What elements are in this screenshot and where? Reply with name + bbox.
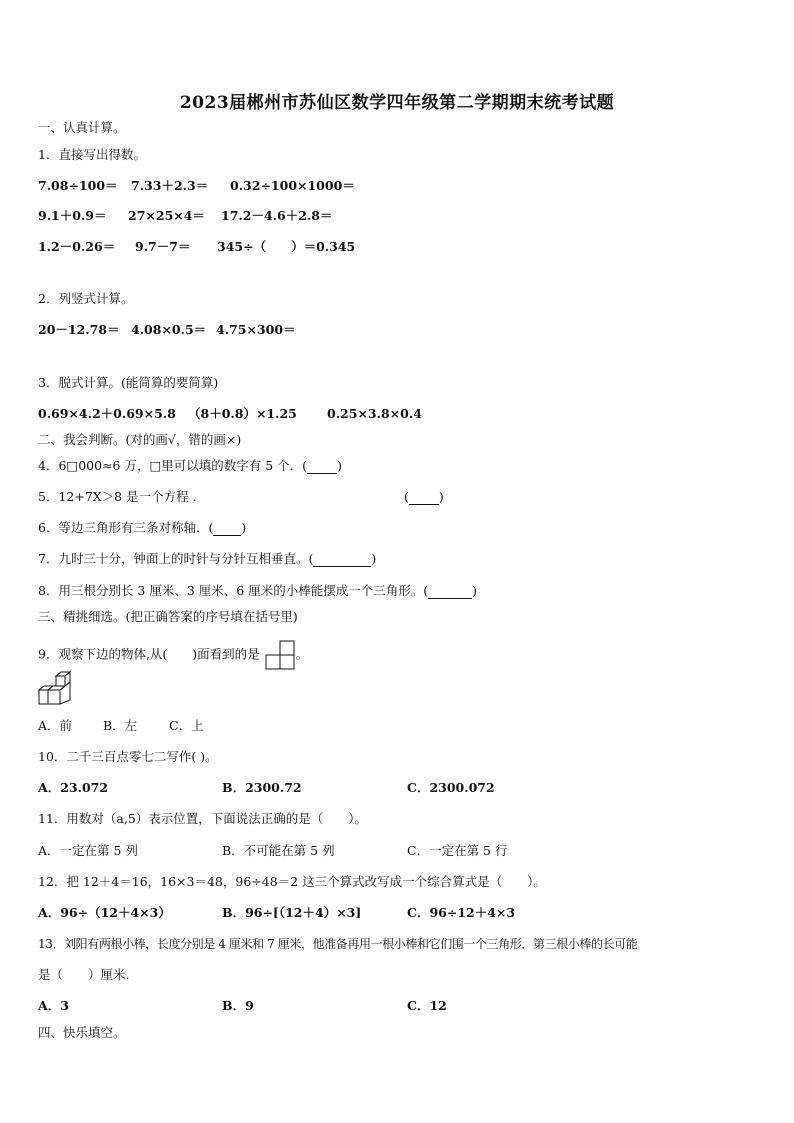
q11-option-b[interactable]: B．不可能在第 5 列 bbox=[222, 843, 335, 858]
q10-option-a[interactable]: A．23.072 bbox=[38, 780, 109, 795]
q2-item-3: 4.75×300＝ bbox=[216, 322, 296, 337]
q4 bbox=[38, 458, 342, 474]
q4-close: ) bbox=[337, 458, 342, 473]
q12-option-a[interactable]: A．96÷（12＋4×3） bbox=[38, 905, 171, 920]
q13-text-line-2: 是（ ）厘米. bbox=[38, 967, 130, 982]
q6-answer-blank[interactable] bbox=[213, 523, 241, 536]
q5-open: ( bbox=[404, 489, 409, 504]
q10-option-c[interactable]: C．2300.072 bbox=[407, 780, 495, 795]
cube-stack-figure bbox=[37, 671, 71, 707]
q9-option-a[interactable]: A．前 bbox=[38, 718, 73, 733]
q11-text: 11．用数对（a,5）表示位置，下面说法正确的是（ ）。 bbox=[38, 811, 368, 826]
q5-close: ) bbox=[438, 489, 444, 504]
q1-r3-c3: 345÷（ ）＝0.345 bbox=[217, 239, 356, 254]
q6-close: ) bbox=[241, 520, 247, 535]
q7-close: ) bbox=[371, 551, 377, 566]
q12-option-c[interactable]: C．96÷12＋4×3 bbox=[407, 905, 516, 920]
q3-item-3: 0.25×3.8×0.4 bbox=[327, 406, 422, 421]
q1-r1-c1: 7.08÷100＝ bbox=[38, 178, 118, 193]
q5-text: 5．12+7X＞8 是一个方程 ． bbox=[38, 489, 206, 504]
section-3-heading: 三、精挑细选。(把正确答案的序号填在括号里) bbox=[38, 609, 298, 624]
q10-option-b[interactable]: B．2300.72 bbox=[222, 780, 302, 795]
q10-text: 10．二千三百点零七二写作( )。 bbox=[38, 749, 218, 764]
q8-close: ) bbox=[472, 583, 477, 598]
q13-option-b[interactable]: B．9 bbox=[222, 998, 254, 1013]
q8 bbox=[38, 583, 477, 599]
q13-option-c[interactable]: C．12 bbox=[407, 998, 447, 1013]
q4-answer-blank[interactable] bbox=[307, 461, 337, 474]
q9-option-b[interactable]: B．左 bbox=[103, 718, 138, 733]
q1-r2-c3: 17.2－4.6＋2.8＝ bbox=[221, 208, 333, 223]
top-view-squares-figure bbox=[264, 640, 296, 670]
q2-label: 2．列竖式计算。 bbox=[38, 291, 134, 306]
q9 bbox=[38, 640, 308, 670]
q1-r3-c2: 9.7－7＝ bbox=[135, 239, 191, 254]
q3-item-2: （8＋0.8）×1.25 bbox=[188, 406, 297, 421]
q8-text: 8．用三根分别长 3 厘米、3 厘米、6 厘米的小棒能摆成一个三角形。( bbox=[38, 583, 429, 598]
q11-option-a[interactable]: A．一定在第 5 列 bbox=[38, 843, 138, 858]
q9-option-c[interactable]: C．上 bbox=[169, 718, 204, 733]
q3-label: 3．脱式计算。(能简算的要简算) bbox=[38, 375, 219, 390]
section-2-heading: 二、我会判断。(对的画√，错的画×) bbox=[38, 432, 242, 447]
q7-answer-blank[interactable] bbox=[313, 554, 371, 567]
q1-r3-c1: 1.2－0.26＝ bbox=[38, 239, 116, 254]
q4-text: 4．6□000≈6 万，□里可以填的数字有 5 个．( bbox=[38, 458, 308, 473]
q2-item-1: 20－12.78＝ bbox=[38, 322, 120, 337]
section-1-heading: 一、认真计算。 bbox=[38, 120, 126, 135]
q7 bbox=[38, 551, 376, 567]
q6 bbox=[38, 520, 246, 536]
q1-r1-c3: 0.32÷100×1000＝ bbox=[230, 178, 355, 193]
q9-text: 9．观察下边的物体,从( )面看到的是 bbox=[38, 646, 260, 662]
q2-item-2: 4.08×0.5＝ bbox=[131, 322, 207, 337]
q1-r2-c1: 9.1＋0.9＝ bbox=[38, 208, 107, 223]
q11-option-c[interactable]: C．一定在第 5 行 bbox=[407, 843, 508, 858]
q5-answer-blank[interactable] bbox=[409, 492, 439, 505]
q9-text-end: 。 bbox=[295, 646, 309, 662]
q5-answer bbox=[404, 489, 444, 505]
q1-r2-c2: 27×25×4＝ bbox=[128, 208, 205, 223]
q7-text: 7．九时三十分，钟面上的时针与分针互相垂直。( bbox=[38, 551, 314, 566]
q12-text: 12．把 12＋4＝16，16×3＝48，96÷48＝2 这三个算式改写成一个综合算式是（ ）。 bbox=[38, 874, 546, 889]
q1-label: 1．直接写出得数。 bbox=[38, 147, 146, 162]
page-title: 2023届郴州市苏仙区数学四年级第二学期期末统考试题 bbox=[179, 93, 615, 113]
q13-text-line-1: 13．刘阳有两根小棒，长度分别是 4 厘米和 7 厘米，他准备再用一根小棒和它们围一个三角形．第三根小棒的长可能 bbox=[38, 937, 638, 951]
q8-answer-blank[interactable] bbox=[428, 586, 472, 599]
q1-r1-c2: 7.33＋2.3＝ bbox=[131, 178, 209, 193]
section-4-heading: 四、快乐填空。 bbox=[38, 1025, 126, 1040]
q6-text: 6．等边三角形有三条对称轴．( bbox=[38, 520, 214, 535]
q13-option-a[interactable]: A．3 bbox=[38, 998, 69, 1013]
q12-option-b[interactable]: B．96÷[（12＋4）×3] bbox=[222, 905, 362, 920]
q3-item-1: 0.69×4.2＋0.69×5.8 bbox=[38, 406, 176, 421]
